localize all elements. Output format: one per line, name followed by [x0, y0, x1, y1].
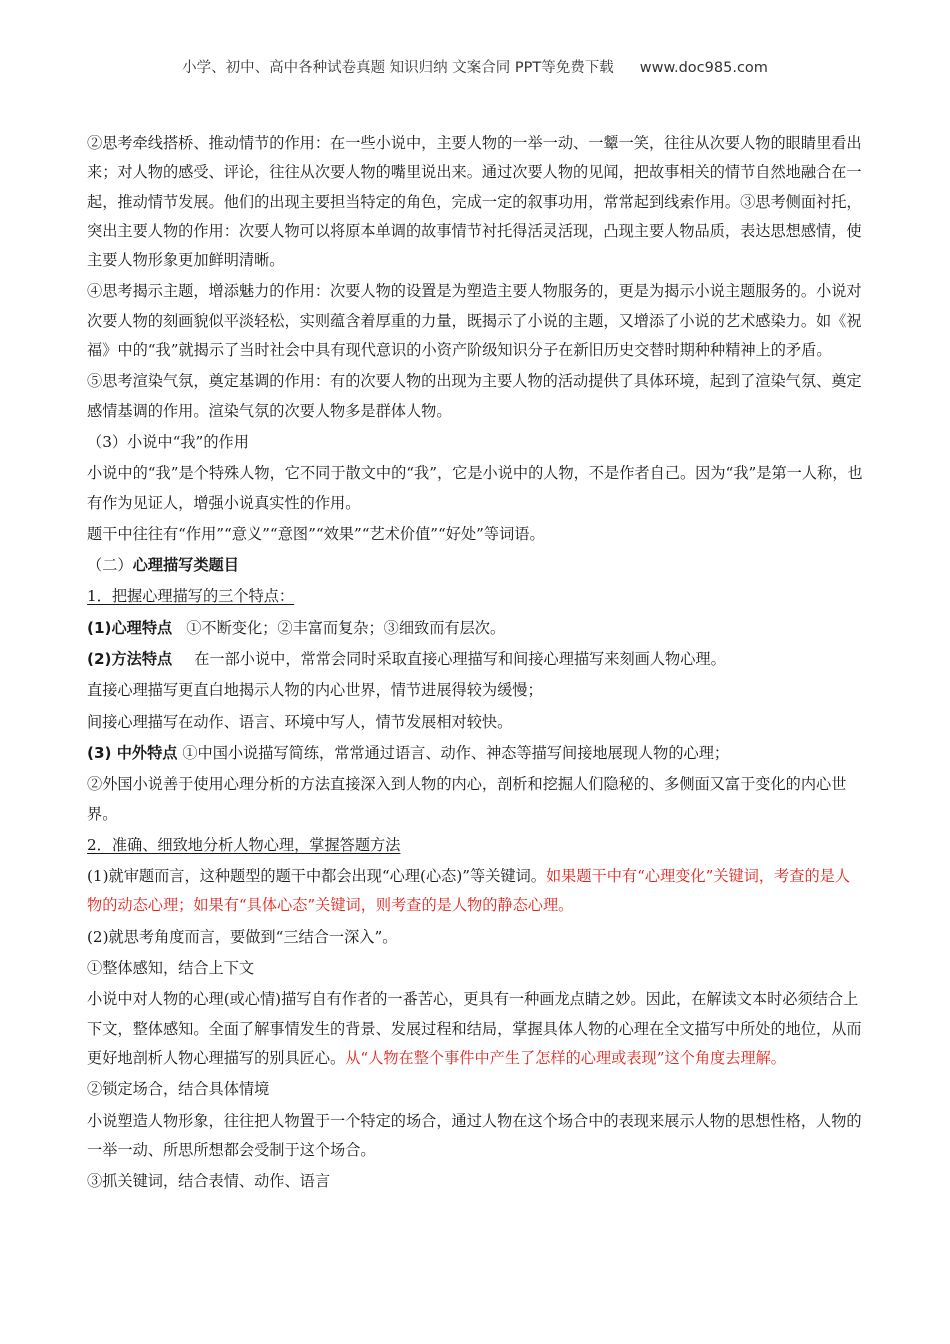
feature-1-label: (1)心理特点 — [87, 618, 173, 637]
feature-3-label: (3) 中外特点 — [87, 743, 178, 762]
subheading-1: 1．把握心理描写的三个特点： — [87, 587, 295, 606]
point-3-title: ③抓关键词，结合表情、动作、语言 — [87, 1172, 330, 1191]
header-url[interactable]: www.doc985.com — [639, 60, 768, 76]
method-1-highlight: 如果题干中有“心理变化”关键词，考查的是人物的动态心理；如果有“具体心态”关键词，则考查的是人物的静态心理。 — [87, 867, 851, 915]
page-header — [0, 56, 950, 77]
heading-title: 心理描写类题目 — [132, 556, 239, 575]
method-1-text: (1)就审题而言，这种题型的题干中都会出现“心理(心态)”等关键词。 — [87, 867, 546, 886]
feature-3 — [87, 739, 863, 768]
feature-2-label: (2)方法特点 — [87, 650, 173, 669]
paragraph-role-2-3: ②思考牵线搭桥、推动情节的作用：在一些小说中，主要人物的一举一动、一颦一笑，往往从次要人物的眼睛里看出来；对人物的感受、评论，往往从次要人物的嘴里说出来。通过次要人物的见闻，把故事相关的情节自然地融合在一起，推动情节发展。他们的出现主要担当特定的角色，完成一定的叙事功用，常常起到线索作用。③思考侧面衬托，突出主要人物的作用：次要人物可以将原本单调的故事情节衬托得活灵活现，凸现主要人物品质，表达思想感情，使主要人物形象更加鲜明清晰。 — [87, 134, 862, 270]
heading-prefix: （二） — [87, 556, 133, 575]
point-2-text: 小说塑造人物形象，往往把人物置于一个特定的场合，通过人物在这个场合中的表现来展示人物的思想性格，人物的一举一动、所思所想都会受制于这个场合。 — [87, 1111, 862, 1159]
feature-2-direct: 直接心理描写更直白地揭示人物的内心世界，情节进展得较为缓慢； — [87, 681, 543, 700]
feature-1-text: ①不断变化；②丰富而复杂；③细致而有层次。 — [186, 618, 506, 637]
paragraph-first-person: 小说中的“我”是个特殊人物，它不同于散文中的“我”，它是小说中的人物，不是作者自己。因为“我”是第一人称，也有作为见证人，增强小说真实性的作用。 — [87, 464, 863, 512]
paragraph-role-4: ④思考揭示主题，增添魅力的作用：次要人物的设置是为塑造主要人物服务的，更是为揭示小说主题服务的。小说对次要人物的刻画貌似平淡轻松，实则蕴含着厚重的力量，既揭示了小说的主题，又增添了小说的艺术感染力。如《祝福》中的“我”就揭示了当时社会中具有现代意识的小资产阶级知识分子在新旧历史交替时期种种精神上的矛盾。 — [87, 282, 862, 360]
method-1 — [87, 862, 863, 921]
point-1-body: 小说中对人物的心理(或心情)描写自有作者的一番苦心，更具有一种画龙点睛之妙。因此，在解读文本时必须结合上下文，整体感知。全面了解事情发生的背景、发展过程和结局，掌握具体人物的心理在全文描写中所处的地位，从而更好地剖析人物心理描写的别具匠心。 — [87, 990, 862, 1067]
method-2: (2)就思考角度而言，要做到“三结合一深入”。 — [87, 927, 398, 946]
feature-2-indirect: 间接心理描写在动作、语言、环境中写人，情节发展相对较快。 — [87, 712, 513, 731]
document-body — [87, 129, 863, 1196]
paragraph-role-5: ⑤思考渲染气氛，奠定基调的作用：有的次要人物的出现为主要人物的活动提供了具体环境，起到了渲染气氛、奠定感情基调的作用。渲染气氛的次要人物多是群体人物。 — [87, 372, 862, 420]
point-2-title: ②锁定场合，结合具体情境 — [87, 1080, 270, 1099]
feature-3-foreign: ②外国小说善于使用心理分析的方法直接深入到人物的内心，剖析和挖掘人们隐秘的、多侧面又富于变化的内心世界。 — [87, 775, 847, 823]
header-text: 小学、初中、高中各种试卷真题 知识归纳 文案合同 PPT等免费下载 — [182, 60, 614, 76]
point-1-highlight: 从“人物在整个事件中产生了怎样的心理或表现”这个角度去理解。 — [345, 1048, 786, 1067]
section-heading-3: （3）小说中“我”的作用 — [87, 432, 249, 451]
point-1-title: ①整体感知，结合上下文 — [87, 959, 255, 978]
feature-3-text: ①中国小说描写简练，常常通过语言、动作、神态等描写间接地展现人物的心理； — [182, 743, 730, 762]
feature-1 — [87, 614, 863, 643]
section-heading-2 — [87, 551, 863, 580]
paragraph-keywords: 题干中往往有“作用”“意义”“意图”“效果”“艺术价值”“好处”等词语。 — [87, 524, 545, 543]
feature-2 — [87, 645, 863, 674]
point-1-text — [87, 985, 863, 1073]
feature-2-text: 在一部小说中，常常会同时采取直接心理描写和间接心理描写来刻画人物心理。 — [194, 650, 726, 669]
subheading-2: 2．准确、细致地分析人物心理，掌握答题方法 — [87, 835, 401, 854]
